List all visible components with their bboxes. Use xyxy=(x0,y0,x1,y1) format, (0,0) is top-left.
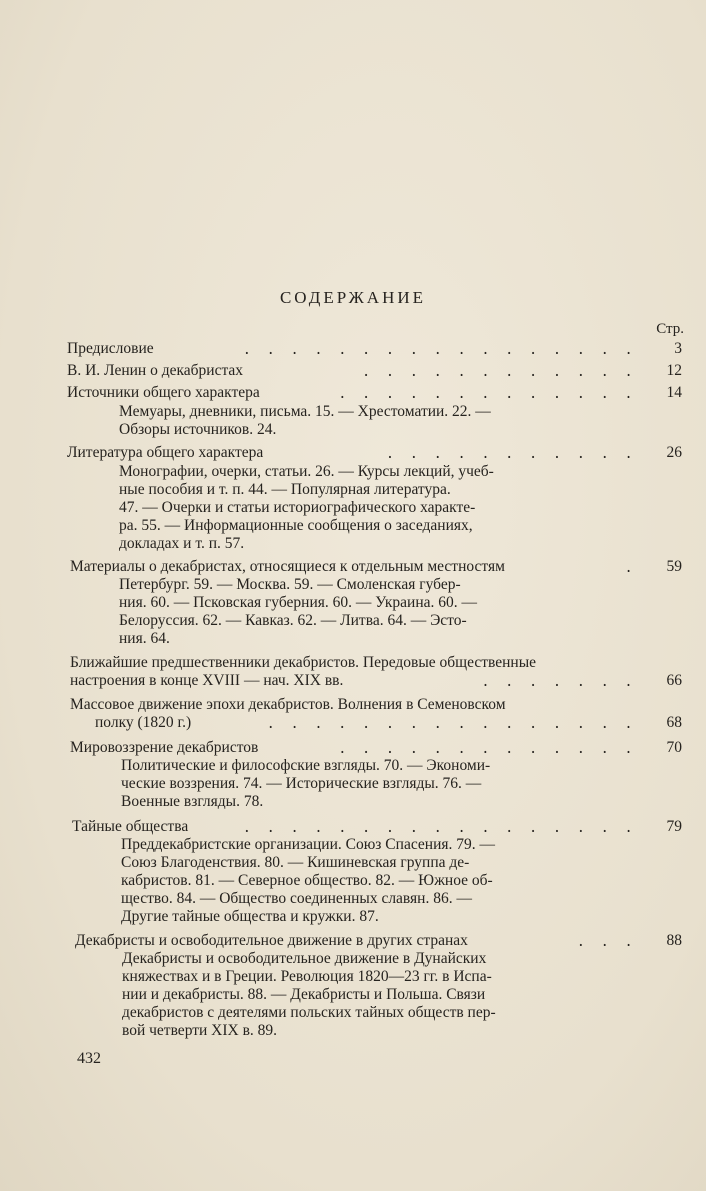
leader-dots: . . . . . . . . . . . . . xyxy=(339,739,638,757)
subtopic-line: ния. 60. — Псковская губерния. 60. — Украина. 60. — xyxy=(119,594,477,611)
toc-page-number[interactable]: 3 xyxy=(674,340,682,357)
toc-entry-title-continued[interactable]: полку (1820 г.) xyxy=(95,714,192,731)
leader-dots: . . . . . . . . . . . . xyxy=(363,362,638,380)
toc-entry-title[interactable]: Тайные общества xyxy=(72,818,189,835)
toc-entry-title[interactable]: Ближайшие предшественники декабристов. Передовые общественные xyxy=(70,654,536,671)
subtopic-line: ния. 64. xyxy=(119,630,170,647)
leader-dots: . xyxy=(626,558,638,576)
subtopic-line: Союз Благоденствия. 80. — Кишиневская группа де- xyxy=(121,854,470,871)
leader-dots: . . . . . . . . . . . . . . . . . xyxy=(244,818,638,836)
subtopic-line: ческие воззрения. 74. — Исторические взгляды. 76. — xyxy=(121,775,482,792)
toc-subtopics xyxy=(121,757,593,811)
subtopic-line: Мемуары, дневники, письма. 15. — Хрестоматии. 22. — xyxy=(119,403,491,420)
toc-subtopics xyxy=(121,836,593,926)
toc-subtopics xyxy=(122,950,594,1040)
leader-dots: . . . . . . . . . . . . . . . . . xyxy=(244,340,638,358)
toc-subtopics xyxy=(119,576,591,648)
leader-dots: . . . xyxy=(578,932,638,950)
subtopic-line: Преддекабристские организации. Союз Спасения. 79. — xyxy=(121,836,495,853)
subtopic-line: ра. 55. — Информационные сообщения о заседаниях, xyxy=(119,517,473,534)
subtopic-line: Белоруссия. 62. — Кавказ. 62. — Литва. 64. — Эсто- xyxy=(119,612,467,629)
subtopic-line: докладах и т. п. 57. xyxy=(119,535,245,552)
toc-entry-title[interactable]: Декабристы и освободительное движение в других странах xyxy=(75,932,468,949)
leader-dots: . . . . . . . . . . . xyxy=(387,444,638,462)
subtopic-line: ные пособия и т. п. 44. — Популярная литература. xyxy=(119,481,451,498)
leader-dots: . . . . . . . . . . . . . xyxy=(339,384,638,402)
subtopic-line: щество. 84. — Общество соединенных славян. 86. — xyxy=(121,890,472,907)
subtopic-line: Другие тайные общества и кружки. 87. xyxy=(121,908,379,925)
toc-entry-title[interactable]: Мировоззрение декабристов xyxy=(70,739,259,756)
subtopic-line: нии и декабристы. 88. — Декабристы и Польша. Связи xyxy=(122,986,486,1003)
toc-page-number[interactable]: 79 xyxy=(666,818,682,835)
toc-entry-title[interactable]: В. И. Ленин о декабристах xyxy=(67,362,244,379)
toc-page-number[interactable]: 26 xyxy=(666,444,682,461)
toc-entry-title[interactable]: Материалы о декабристах, относящиеся к отдельным местностям xyxy=(70,558,505,575)
page-column-label: Стр. xyxy=(656,321,684,337)
toc-page-number[interactable]: 14 xyxy=(666,384,682,401)
toc-page-number[interactable]: 12 xyxy=(666,362,682,379)
toc-entry-title-continued[interactable]: настроения в конце XVIII — нач. XIX вв. xyxy=(70,672,344,689)
toc-entry-title[interactable]: Массовое движение эпохи декабристов. Волнения в Семеновском xyxy=(70,696,506,713)
subtopic-line: Петербург. 59. — Москва. 59. — Смоленская губер- xyxy=(119,576,461,593)
subtopic-line: Политические и философские взгляды. 70. — Экономи- xyxy=(121,757,491,774)
subtopic-line: 47. — Очерки и статьи историографического характе- xyxy=(119,499,476,516)
leader-dots: . . . . . . . xyxy=(482,672,638,690)
toc-page-number[interactable]: 88 xyxy=(666,932,682,949)
toc-subtopics xyxy=(119,403,591,439)
toc-entry-title[interactable]: Предисловие xyxy=(67,340,154,357)
page-number-folio: 432 xyxy=(77,1050,101,1067)
toc-page-number[interactable]: 66 xyxy=(666,672,682,689)
subtopic-line: Декабристы и освободительное движение в Дунайских xyxy=(122,950,487,967)
subtopic-line: Обзоры источников. 24. xyxy=(119,421,277,438)
toc-entry-title[interactable]: Источники общего характера xyxy=(67,384,260,401)
toc-entry-title[interactable]: Литература общего характера xyxy=(67,444,264,461)
toc-subtopics xyxy=(119,463,591,553)
leader-dots: . . . . . . . . . . . . . . . . xyxy=(268,714,638,732)
subtopic-line: вой четверти XIX в. 89. xyxy=(122,1022,278,1039)
subtopic-line: кабристов. 81. — Северное общество. 82. — Южное об- xyxy=(121,872,493,889)
subtopic-line: Монографии, очерки, статьи. 26. — Курсы лекций, учеб- xyxy=(119,463,494,480)
toc-page-number[interactable]: 59 xyxy=(666,558,682,575)
toc-page-number[interactable]: 70 xyxy=(666,739,682,756)
contents-heading: СОДЕРЖАНИЕ xyxy=(279,288,427,307)
subtopic-line: Военные взгляды. 78. xyxy=(121,793,264,810)
toc-page-number[interactable]: 68 xyxy=(666,714,682,731)
subtopic-line: декабристов с деятелями польских тайных обществ пер- xyxy=(122,1004,496,1021)
subtopic-line: княжествах и в Греции. Революция 1820—23 гг. в Испа- xyxy=(122,968,492,985)
